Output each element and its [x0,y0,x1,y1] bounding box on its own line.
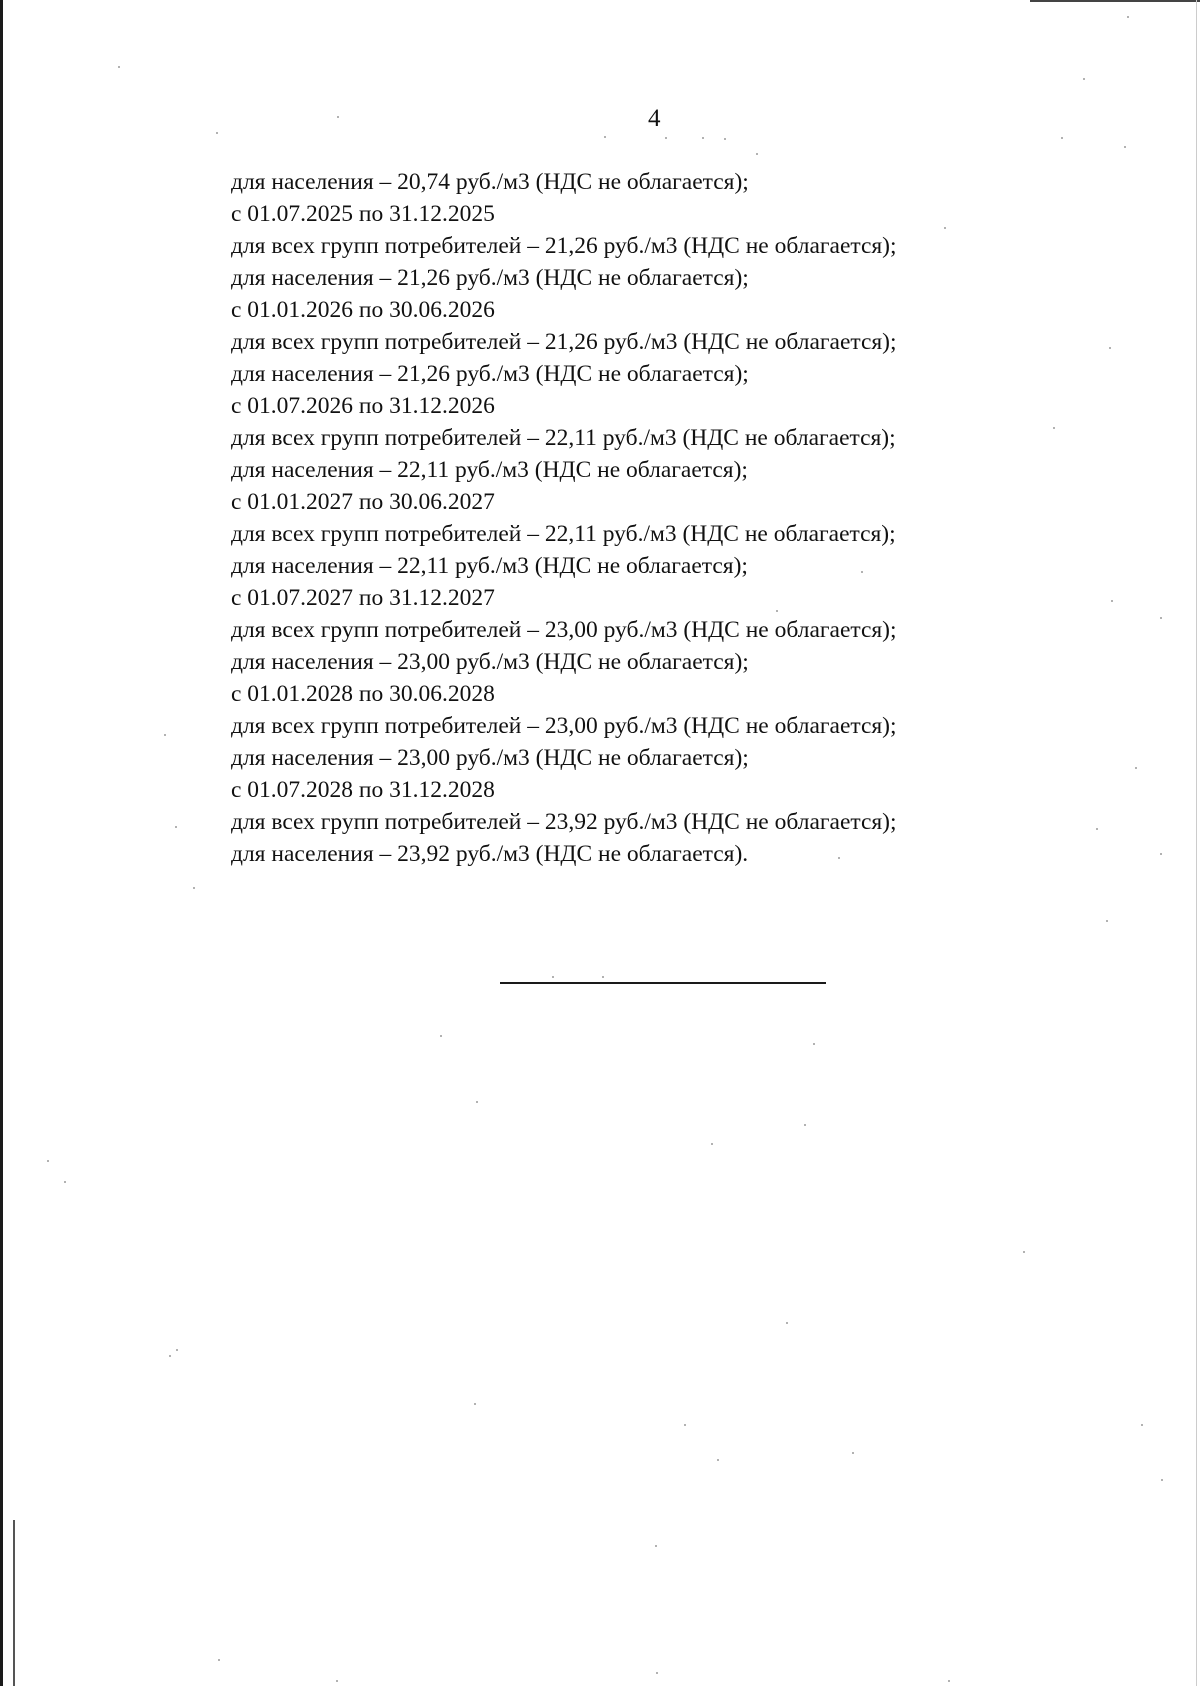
scan-speck [1161,1479,1163,1481]
text-line: для населения – 20,74 руб./м3 (НДС не облагается); [231,169,749,195]
text-line: с 01.07.2027 по 31.12.2027 [231,585,495,611]
scan-speck [169,1355,171,1357]
text-line: для населения – 23,00 руб./м3 (НДС не облагается); [231,649,749,675]
text-line: для всех групп потребителей – 22,11 руб./м3 (НДС не облагается); [231,425,896,451]
scan-speck [776,610,778,612]
scan-speck [786,1322,788,1324]
scan-speck [216,132,218,134]
text-line: для населения – 23,00 руб./м3 (НДС не облагается); [231,745,749,771]
text-line: для населения – 23,92 руб./м3 (НДС не облагается). [231,841,749,867]
scan-speck [804,1124,806,1126]
scan-speck [1053,427,1055,429]
scan-speck [336,1680,338,1682]
scan-right-edge [1196,0,1197,1686]
scan-speck [724,138,726,140]
scan-speck [717,1459,719,1461]
scan-speck [552,976,554,978]
scan-speck [476,1101,478,1103]
scan-speck [1127,16,1129,18]
scan-speck [711,1143,713,1145]
tariff-text-body [231,166,951,870]
scan-speck [655,1545,657,1547]
end-separator-line [500,982,826,984]
text-line: для всех групп потребителей – 21,26 руб./м3 (НДС не облагается); [231,233,897,259]
text-line: для населения – 22,11 руб./м3 (НДС не облагается); [231,457,748,483]
scan-speck [1023,1251,1025,1253]
scan-speck [474,1403,476,1405]
scan-speck [118,66,120,68]
scan-speck [656,1672,658,1674]
scan-speck [175,826,177,828]
scan-speck [838,857,840,859]
scan-speck [1124,146,1126,148]
scan-speck [64,1181,66,1183]
scan-speck [47,1160,49,1162]
scan-speck [1160,853,1162,855]
scan-speck [684,1424,686,1426]
scan-speck [218,1659,220,1661]
page-number: 4 [648,105,661,132]
text-line: для всех групп потребителей – 21,26 руб./м3 (НДС не облагается); [231,329,897,355]
scan-left-border [0,0,3,1686]
scan-left-border-mark [13,1520,15,1686]
scan-speck [948,1680,950,1682]
scan-speck [756,153,758,155]
scan-speck [337,116,339,118]
scan-speck [176,1349,178,1351]
scan-speck [1106,920,1108,922]
scan-speck [852,1452,854,1454]
text-line: с 01.07.2025 по 31.12.2025 [231,201,495,227]
scan-speck [1096,828,1098,830]
scan-speck [1160,617,1162,619]
scan-speck [665,137,667,139]
text-line: для всех групп потребителей – 23,00 руб./м3 (НДС не облагается); [231,617,897,643]
scan-speck [604,136,606,138]
scan-speck [1111,600,1113,602]
scan-speck [602,976,604,978]
text-line: для населения – 21,26 руб./м3 (НДС не облагается); [231,361,749,387]
text-line: с 01.01.2026 по 30.06.2026 [231,297,495,323]
scan-speck [1061,137,1063,139]
text-line: для всех групп потребителей – 23,00 руб./м3 (НДС не облагается); [231,713,897,739]
scan-speck [702,137,704,139]
text-line: для всех групп потребителей – 22,11 руб./м3 (НДС не облагается); [231,521,896,547]
scan-speck [944,227,946,229]
text-line: для населения – 22,11 руб./м3 (НДС не облагается); [231,553,748,579]
scan-speck [1135,767,1137,769]
scan-speck [813,1043,815,1045]
text-line: с 01.01.2027 по 30.06.2027 [231,489,495,515]
scan-speck [1141,1424,1143,1426]
scan-speck [193,887,195,889]
scan-speck [440,1035,442,1037]
text-line: для всех групп потребителей – 23,92 руб./м3 (НДС не облагается); [231,809,897,835]
text-line: с 01.01.2028 по 30.06.2028 [231,681,495,707]
scan-speck [164,734,166,736]
text-line: с 01.07.2026 по 31.12.2026 [231,393,495,419]
scan-speck [1109,347,1111,349]
scan-speck [1083,78,1085,80]
scan-speck [861,571,863,573]
text-line: с 01.07.2028 по 31.12.2028 [231,777,495,803]
scan-top-edge [1030,0,1200,2]
text-line: для населения – 21,26 руб./м3 (НДС не облагается); [231,265,749,291]
